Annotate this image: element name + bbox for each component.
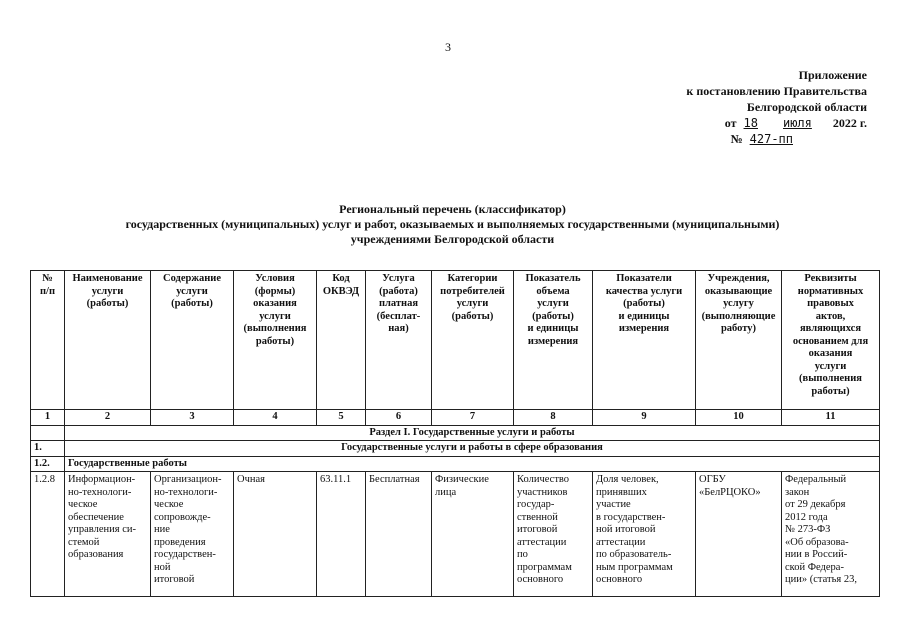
date-day: 18 — [743, 116, 758, 130]
service-content: Организацион- но-технологи- ческое сопровожде- ние проведения государствен- ной итоговой — [151, 472, 234, 597]
classifier-table — [30, 270, 880, 597]
header-cell: № п/п — [31, 271, 65, 410]
consumer-category: Физические лица — [432, 472, 514, 597]
number-prefix: № — [730, 132, 743, 146]
header-cell: Реквизиты нормативных правовых актов, являющихся основанием для оказания услуги (выполнения работы) — [782, 271, 880, 410]
header-cell: Условия (формы) оказания услуги (выполнения работы) — [234, 271, 317, 410]
title-line-2: государственных (муниципальных) услуг и работ, оказываемых и выполняемых государственными (муниципальными) — [125, 217, 780, 231]
date-year: 2022 г. — [832, 116, 867, 130]
header-cell: Услуга (работа) платная (бесплат- ная) — [366, 271, 432, 410]
page-number: 3 — [445, 40, 451, 54]
subsection-num: 1. — [31, 441, 65, 457]
annex-date — [607, 115, 867, 131]
institution: ОГБУ «БелРЦОКО» — [696, 472, 782, 597]
table-header-row — [31, 271, 880, 410]
annex-block — [607, 67, 867, 147]
column-number: 6 — [366, 410, 432, 426]
column-number-row — [31, 410, 880, 426]
annex-title: Приложение — [798, 68, 867, 82]
title-line-1: Региональный перечень (классификатор) — [339, 202, 566, 216]
group-row — [31, 456, 880, 472]
subsection-row — [31, 441, 880, 457]
column-number: 2 — [65, 410, 151, 426]
volume-indicator: Количество участников государ- ственной итоговой аттестации по программам основного — [514, 472, 593, 597]
row-number: 1.2.8 — [31, 472, 65, 597]
column-number: 10 — [696, 410, 782, 426]
column-number: 1 — [31, 410, 65, 426]
date-prefix: от — [724, 116, 737, 130]
column-number: 3 — [151, 410, 234, 426]
number-value: 427-пп — [749, 132, 793, 146]
legal-basis: Федеральный закон от 29 декабря 2012 года № 273-ФЗ «Об образова- нии в Россий- ской Федера- ции» (статья 23, — [782, 472, 880, 597]
okved-code: 63.11.1 — [317, 472, 366, 597]
header-cell: Наименование услуги (работы) — [65, 271, 151, 410]
subsection-title: Государственные услуги и работы в сфере образования — [65, 441, 880, 457]
service-conditions: Очная — [234, 472, 317, 597]
column-number: 4 — [234, 410, 317, 426]
header-cell: Показатель объема услуги (работы) и единицы измерения — [514, 271, 593, 410]
title-line-3: учреждениями Белгородской области — [350, 232, 555, 246]
quality-indicator: Доля человек, принявших участие в государствен- ной итоговой аттестации по образователь- ным программам основного — [593, 472, 696, 597]
column-number: 11 — [782, 410, 880, 426]
section-title: Раздел I. Государственные услуги и работы — [65, 425, 880, 441]
service-name: Информацион- но-технологи- ческое обеспечение управления си- стемой образования — [65, 472, 151, 597]
annex-number — [607, 131, 867, 147]
header-cell: Содержание услуги (работы) — [151, 271, 234, 410]
group-title: Государственные работы — [65, 456, 880, 472]
section-row — [31, 425, 880, 441]
header-cell: Код ОКВЭД — [317, 271, 366, 410]
annex-line-2: к постановлению Правительства — [686, 84, 867, 98]
column-number: 9 — [593, 410, 696, 426]
header-cell: Показатели качества услуги (работы) и единицы измерения — [593, 271, 696, 410]
header-cell: Учреждения, оказывающие услугу (выполняющие работу) — [696, 271, 782, 410]
document-title — [0, 202, 905, 247]
column-number: 7 — [432, 410, 514, 426]
group-num: 1.2. — [31, 456, 65, 472]
column-number: 8 — [514, 410, 593, 426]
table-row — [31, 472, 880, 597]
annex-line-3: Белгородской области — [746, 100, 867, 114]
paid-status: Бесплатная — [366, 472, 432, 597]
section-num-cell — [31, 425, 65, 441]
header-cell: Категории потребителей услуги (работы) — [432, 271, 514, 410]
date-month: июля — [782, 116, 812, 130]
column-number: 5 — [317, 410, 366, 426]
